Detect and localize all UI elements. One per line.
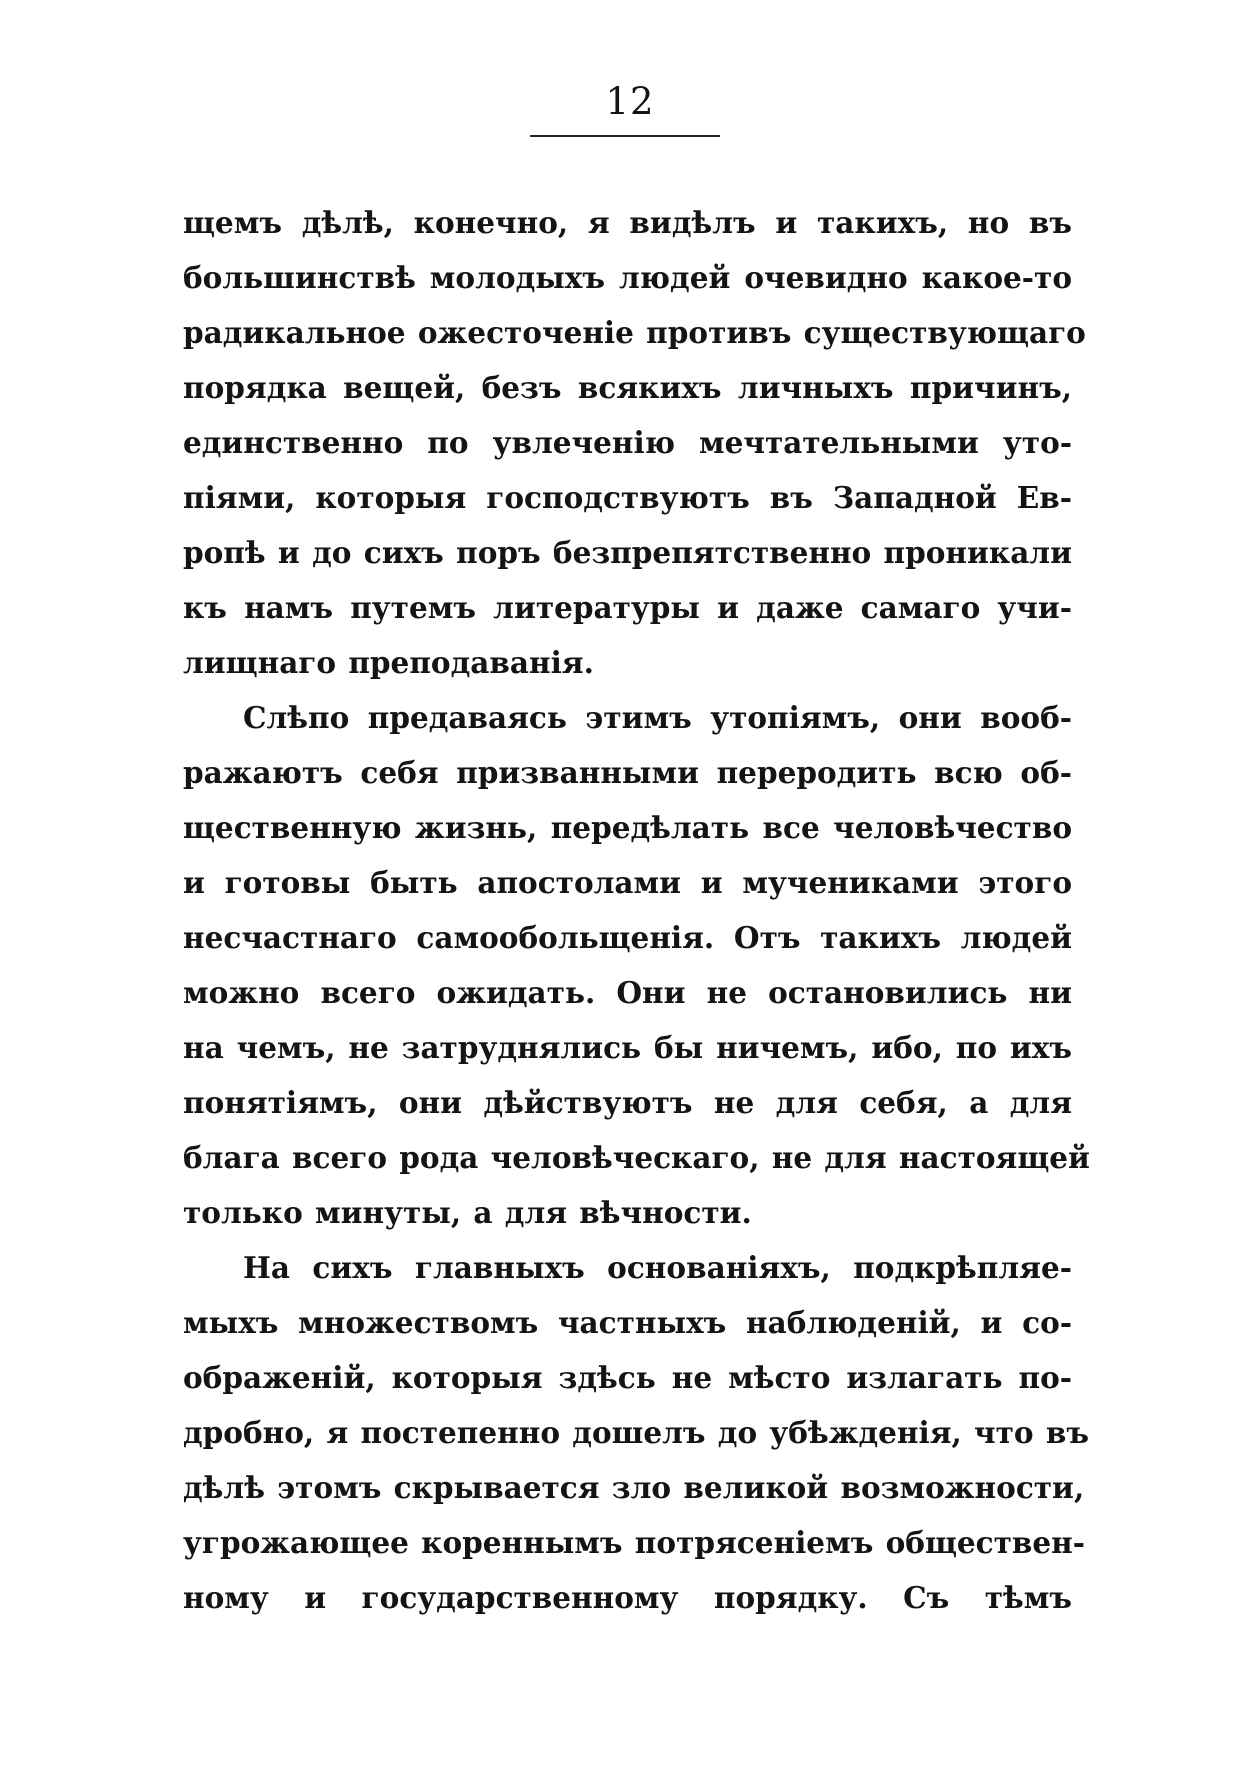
body-text: [183, 195, 1090, 1625]
text-line: піями, которыя господствуютъ въ Западной Ев-: [183, 480, 1072, 515]
header-rule: [530, 135, 720, 137]
text-line: блага всего рода человѣческаго, не для настоящей: [183, 1140, 1090, 1175]
text-line: На сихъ главныхъ основаніяхъ, подкрѣпляе-: [243, 1250, 1072, 1285]
text-line: мыхъ множествомъ частныхъ наблюденій, и со-: [183, 1305, 1072, 1340]
text-line: порядка вещей, безъ всякихъ личныхъ причинъ,: [183, 370, 1072, 405]
text-line: радикальное ожесточеніе противъ существующаго: [183, 315, 1086, 350]
text-line: ображеній, которыя здѣсь не мѣсто излагать по-: [183, 1360, 1072, 1395]
text-line: ропѣ и до сихъ поръ безпрепятственно проникали: [183, 535, 1072, 570]
page-number: 12: [605, 80, 655, 123]
paragraph-3: [183, 1240, 1090, 1625]
text-line: угрожающее кореннымъ потрясеніемъ обществен-: [183, 1525, 1085, 1560]
text-line: дѣлѣ этомъ скрывается зло великой возможности,: [183, 1470, 1085, 1505]
paragraph-2: [183, 690, 1090, 1240]
text-line: щественную жизнь, передѣлать все человѣчество: [183, 810, 1072, 845]
text-line: къ намъ путемъ литературы и даже самаго учи-: [183, 590, 1072, 625]
text-line: только минуты, а для вѣчности.: [183, 1195, 752, 1230]
text-line: единственно по увлеченію мечтательными уто-: [183, 425, 1072, 460]
text-line: понятіямъ, они дѣйствуютъ не для себя, а для: [183, 1085, 1072, 1120]
text-line: дробно, я постепенно дошелъ до убѣжденія, что въ: [183, 1415, 1090, 1450]
text-line: ному и государственному порядку. Съ тѣмъ: [183, 1580, 1072, 1615]
text-line: ражаютъ себя призванными переродить всю об-: [183, 755, 1072, 790]
text-line: большинствѣ молодыхъ людей очевидно какое-то: [183, 260, 1072, 295]
text-line: на чемъ, не затруднялись бы ничемъ, ибо, по ихъ: [183, 1030, 1072, 1065]
text-line: и готовы быть апостолами и мучениками этого: [183, 865, 1072, 900]
text-line: несчастнаго самообольщенія. Отъ такихъ людей: [183, 920, 1072, 955]
text-line: щемъ дѣлѣ, конечно, я видѣлъ и такихъ, но въ: [183, 205, 1072, 240]
text-line: лищнаго преподаванія.: [183, 645, 594, 680]
text-line: Слѣпо предаваясь этимъ утопіямъ, они вооб-: [243, 700, 1072, 735]
paragraph-1: [183, 195, 1086, 690]
text-line: можно всего ожидать. Они не остановились ни: [183, 975, 1072, 1010]
